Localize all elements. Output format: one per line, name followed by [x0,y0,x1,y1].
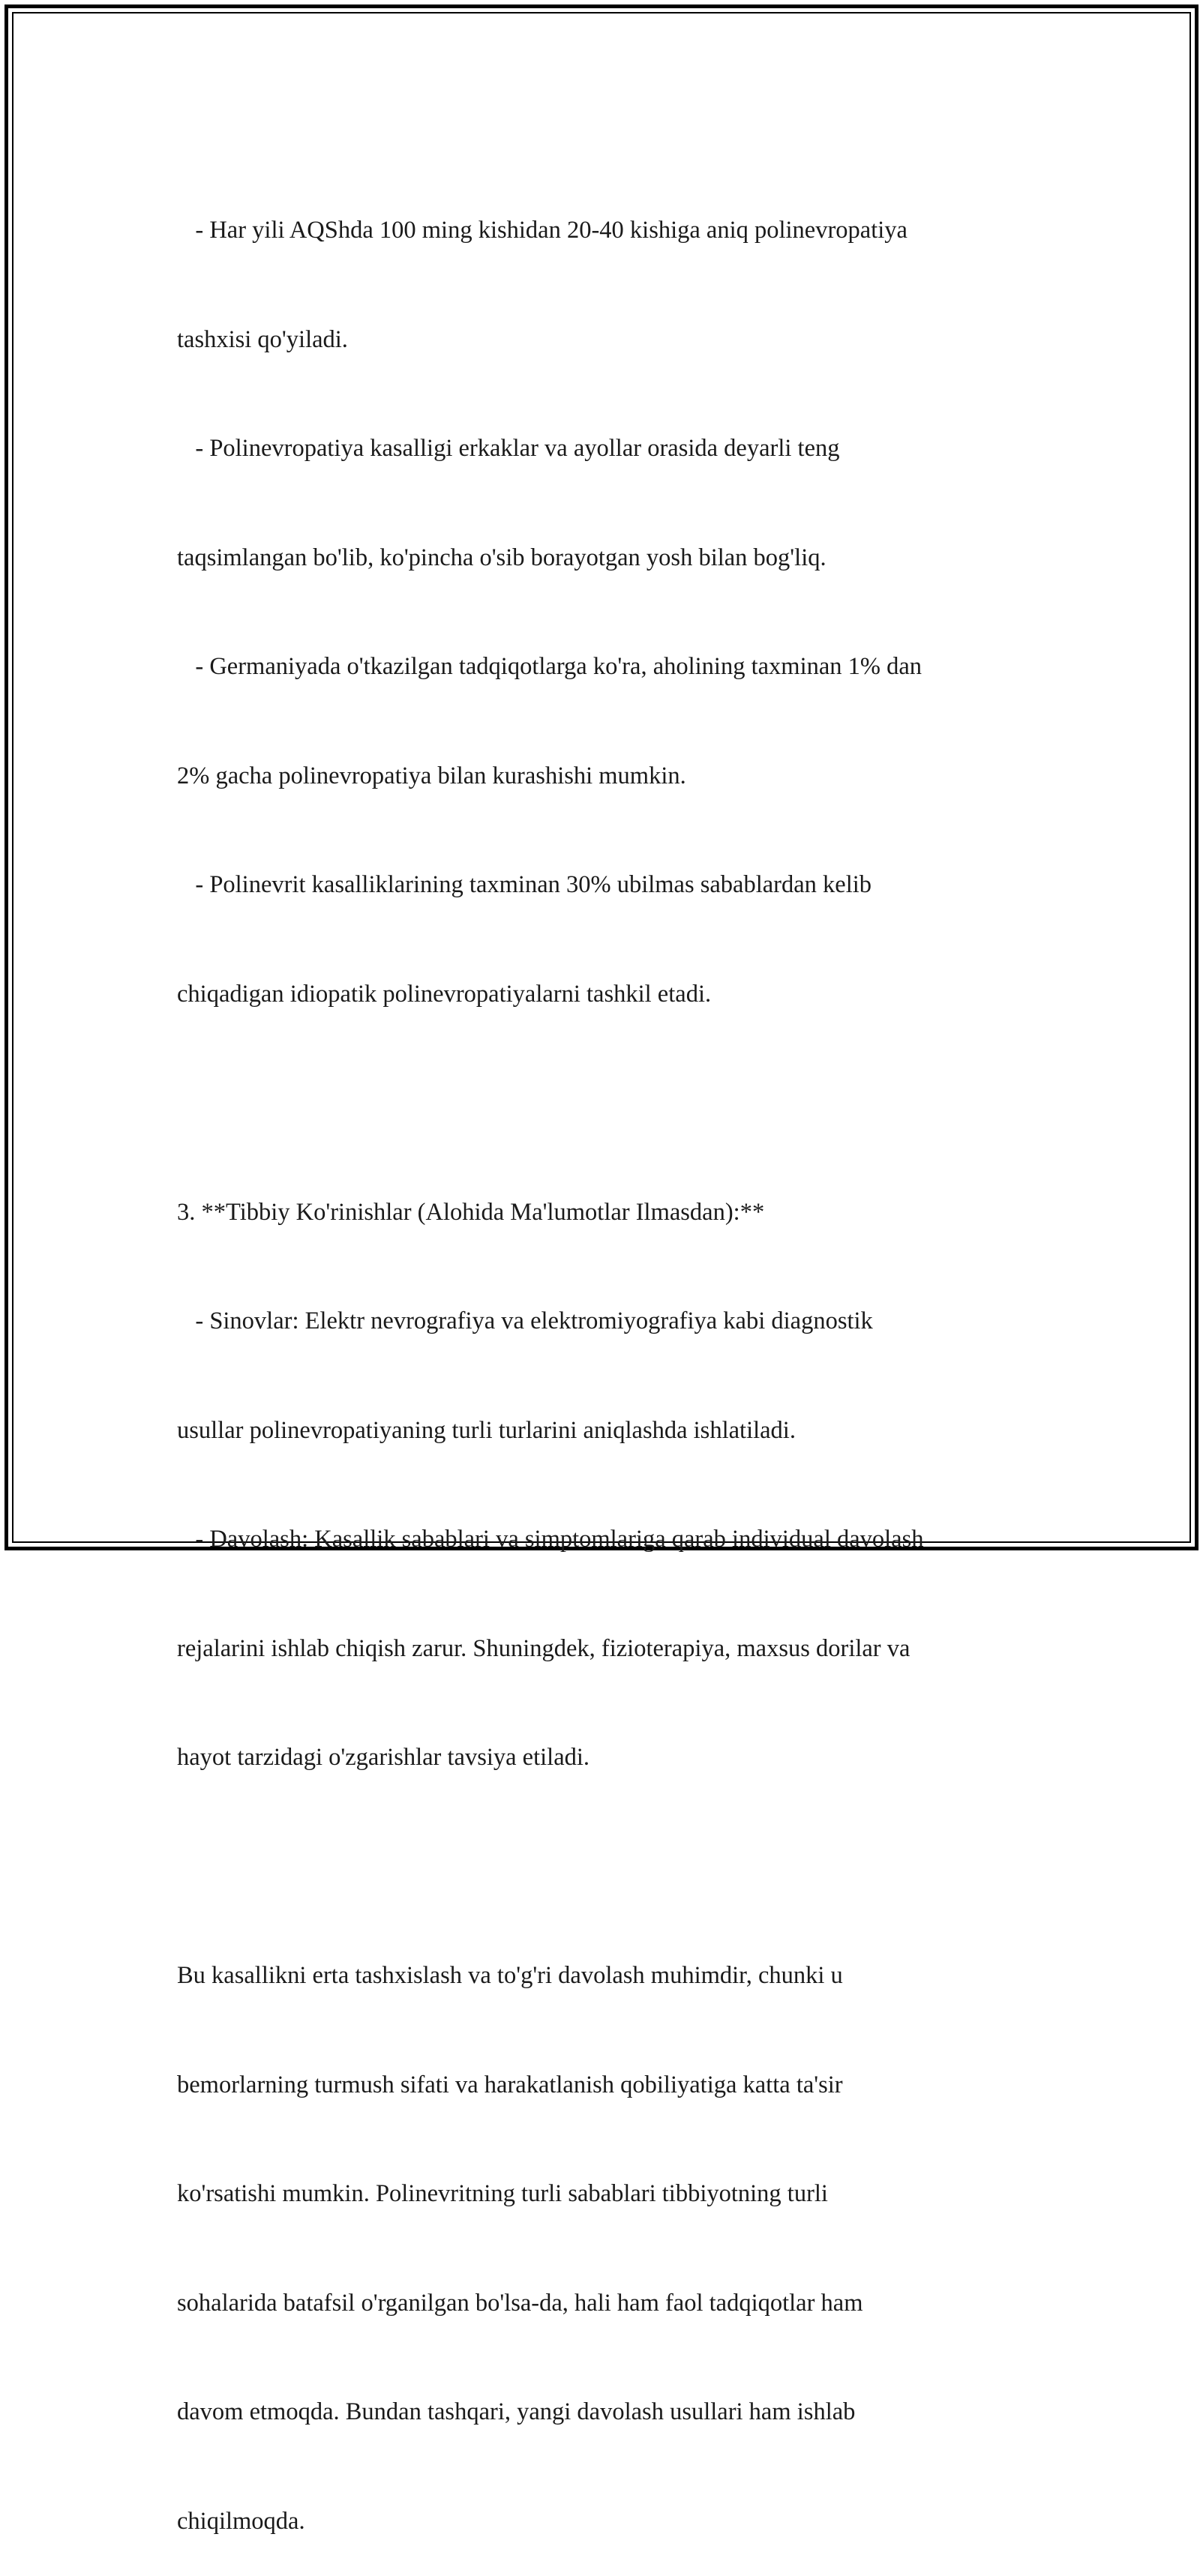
text-line: usullar polinevropatiyaning turli turlarini aniqlashda ishlatiladi. [177,1416,796,1444]
text-line: ko'rsatishi mumkin. Polinevritning turli sabablari tibbiyotning turli [177,2180,828,2207]
text-line: bemorlarning turmush sifati va harakatlanish qobiliyatiga katta ta'sir [177,2071,843,2098]
text-line: - Davolash: Kasallik sabablari va simptomlariga qarab individual davolash [177,1526,924,1553]
text-line: - Har yili AQShda 100 ming kishidan 20-40 kishiga aniq polinevropatiya [177,217,908,244]
text-line: Bu kasallikni erta tashxislash va to'g'ri davolash muhimdir, chunki u [177,1962,843,1989]
text-line: tashxisi qo'yiladi. [177,325,348,353]
text-line: - Sinovlar: Elektr nevrografiya va elektromiyografiya kabi diagnostik [177,1307,873,1334]
text-line: chiqadigan idiopatik polinevropatiyalarni tashkil etadi. [177,980,712,1008]
text-line: davom etmoqda. Bundan tashqari, yangi davolash usullari ham ishlab [177,2398,856,2425]
text-line: 2% gacha polinevropatiya bilan kurashishi mumkin. [177,762,686,789]
text-line: - Polinevrit kasalliklarining taxminan 30% ubilmas sabablardan kelib [177,871,872,898]
text-line: hayot tarzidagi o'zgarishlar tavsiya etiladi. [177,1744,590,1771]
blank-line [177,1849,1024,1886]
text-line: rejalarini ishlab chiqish zarur. Shuningdek, fizioterapiya, maxsus dorilar va [177,1634,910,1662]
section-heading: 3. **Tibbiy Ko'rinishlar (Alohida Ma'lumotlar Ilmasdan):** [177,1198,765,1226]
text-line: sohalarida batafsil o'rganilgan bo'lsa-da, hali ham faol tadqiqotlar ham [177,2289,863,2317]
document-body [177,139,1024,2576]
text-line: - Germaniyada o'tkazilgan tadqiqotlarga ko'ra, aholining taxminan 1% dan [177,653,922,680]
blank-line [177,1085,1024,1122]
text-line: - Polinevropatiya kasalligi erkaklar va ayollar orasida deyarli teng [177,435,840,462]
text-line: taqsimlangan bo'lib, ko'pincha o'sib borayotgan yosh bilan bog'liq. [177,544,826,571]
text-line: chiqilmoqda. [177,2507,305,2535]
